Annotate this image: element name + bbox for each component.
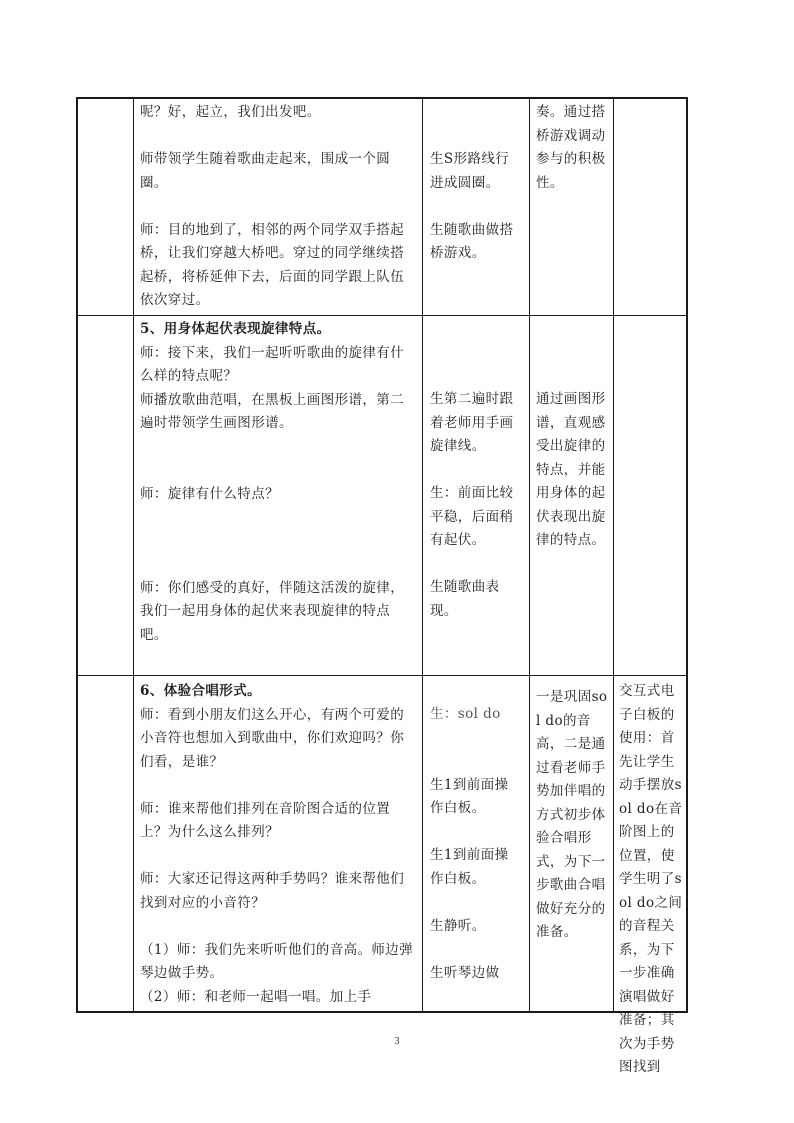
row2-intent-cell: [536, 388, 606, 553]
activity-text: （1）师：我们先来听听他们的音高。师边弹琴边做手势。: [140, 941, 414, 981]
activity-text: 师带领学生随着歌曲走起来，围成一个圆圈。: [140, 151, 391, 191]
column-divider: [133, 99, 134, 1011]
intent-text: 一是巩固sol do的音高，二是通过看老师手势加伴唱的方式初步体验合唱形式，为下一步歌曲合唱做好充分的准备。: [536, 689, 608, 940]
row1-activity-cell: [140, 101, 414, 313]
activity-text: 师：接下来，我们一起听听歌曲的旋律有什么样的特点呢？: [140, 344, 405, 384]
activity-text: 师：旋律有什么特点？: [140, 485, 279, 502]
activity-text: 呢？好，起立，我们出发吧。: [140, 104, 321, 120]
row-divider: [78, 675, 686, 676]
student-text: 生听琴边做: [430, 964, 500, 981]
row1-intent-cell: [536, 101, 606, 195]
student-text: 生静听。: [430, 917, 486, 934]
activity-text: （2）师：和老师一起唱一唱。加上手: [140, 988, 372, 1005]
student-text: 生：sol do: [430, 706, 501, 722]
column-divider: [529, 99, 530, 1011]
activity-text: 师：目的地到了，相邻的两个同学双手搭起桥，让我们穿越大桥吧。穿过的同学继续搭起桥，将桥延伸下去，后面的同学跟上队伍依次穿过。: [140, 221, 405, 308]
student-text: 生S形路线行进成圆圈。: [430, 151, 510, 191]
row-divider: [78, 315, 686, 316]
student-text: 生：前面比较平稳，后面稍有起伏。: [430, 485, 514, 548]
column-divider: [422, 99, 423, 1011]
row3-tech-cell: [619, 680, 687, 1080]
tech-text: 交互式电子白板的使用：首先让学生动手摆放sol do在音阶图上的位置，使学生明了sol do之间的音程关系，为下一步准确演唱做好准备；其次为手势图找到: [619, 683, 683, 1075]
row2-activity-cell: [140, 318, 414, 647]
row2-student-cell: [430, 388, 516, 623]
student-text: 生第二遍时跟着老师用手画旋律线。: [430, 391, 514, 454]
activity-text: 师：看到小朋友们这么开心，有两个可爱的小音符也想加入到歌曲中，你们欢迎吗？你们看，是谁？: [140, 706, 405, 770]
lesson-plan-table: [76, 97, 688, 1075]
row3-student-cell: [430, 703, 516, 985]
section-heading: 5、用身体起伏表现旋律特点。: [140, 321, 331, 337]
activity-text: 师：你们感受的真好，伴随这活泼的旋律，我们一起用身体的起伏来表现旋律的特点吧。: [140, 579, 405, 643]
row3-activity-cell: [140, 680, 414, 1009]
intent-text: 通过画图形谱，直观感受出旋律的特点，并能用身体的起伏表现出旋律的特点。: [536, 391, 606, 548]
activity-text: 师：大家还记得这两种手势吗？谁来帮他们找到对应的小音符？: [140, 871, 405, 911]
intent-text: 奏。通过搭桥游戏调动参与的积极性。: [536, 104, 606, 191]
section-heading: 6、体验合唱形式。: [140, 683, 261, 699]
activity-text: 师播放歌曲范唱，在黑板上画图形谱，第二遍时带领学生画图形谱。: [140, 391, 405, 431]
column-divider: [613, 99, 614, 1011]
row3-intent-cell: [536, 686, 608, 945]
student-text: 生随歌曲表现。: [430, 579, 500, 619]
student-text: 生随歌曲做搭桥游戏。: [430, 221, 514, 261]
row1-student-cell: [430, 148, 516, 266]
student-text: 生1到前面操作白板。: [430, 776, 509, 816]
activity-text: 师：谁来帮他们排列在音阶图合适的位置上？为什么这么排列？: [140, 800, 391, 840]
student-text: 生1到前面操作白板。: [430, 847, 509, 887]
page-number: 3: [394, 1036, 400, 1047]
